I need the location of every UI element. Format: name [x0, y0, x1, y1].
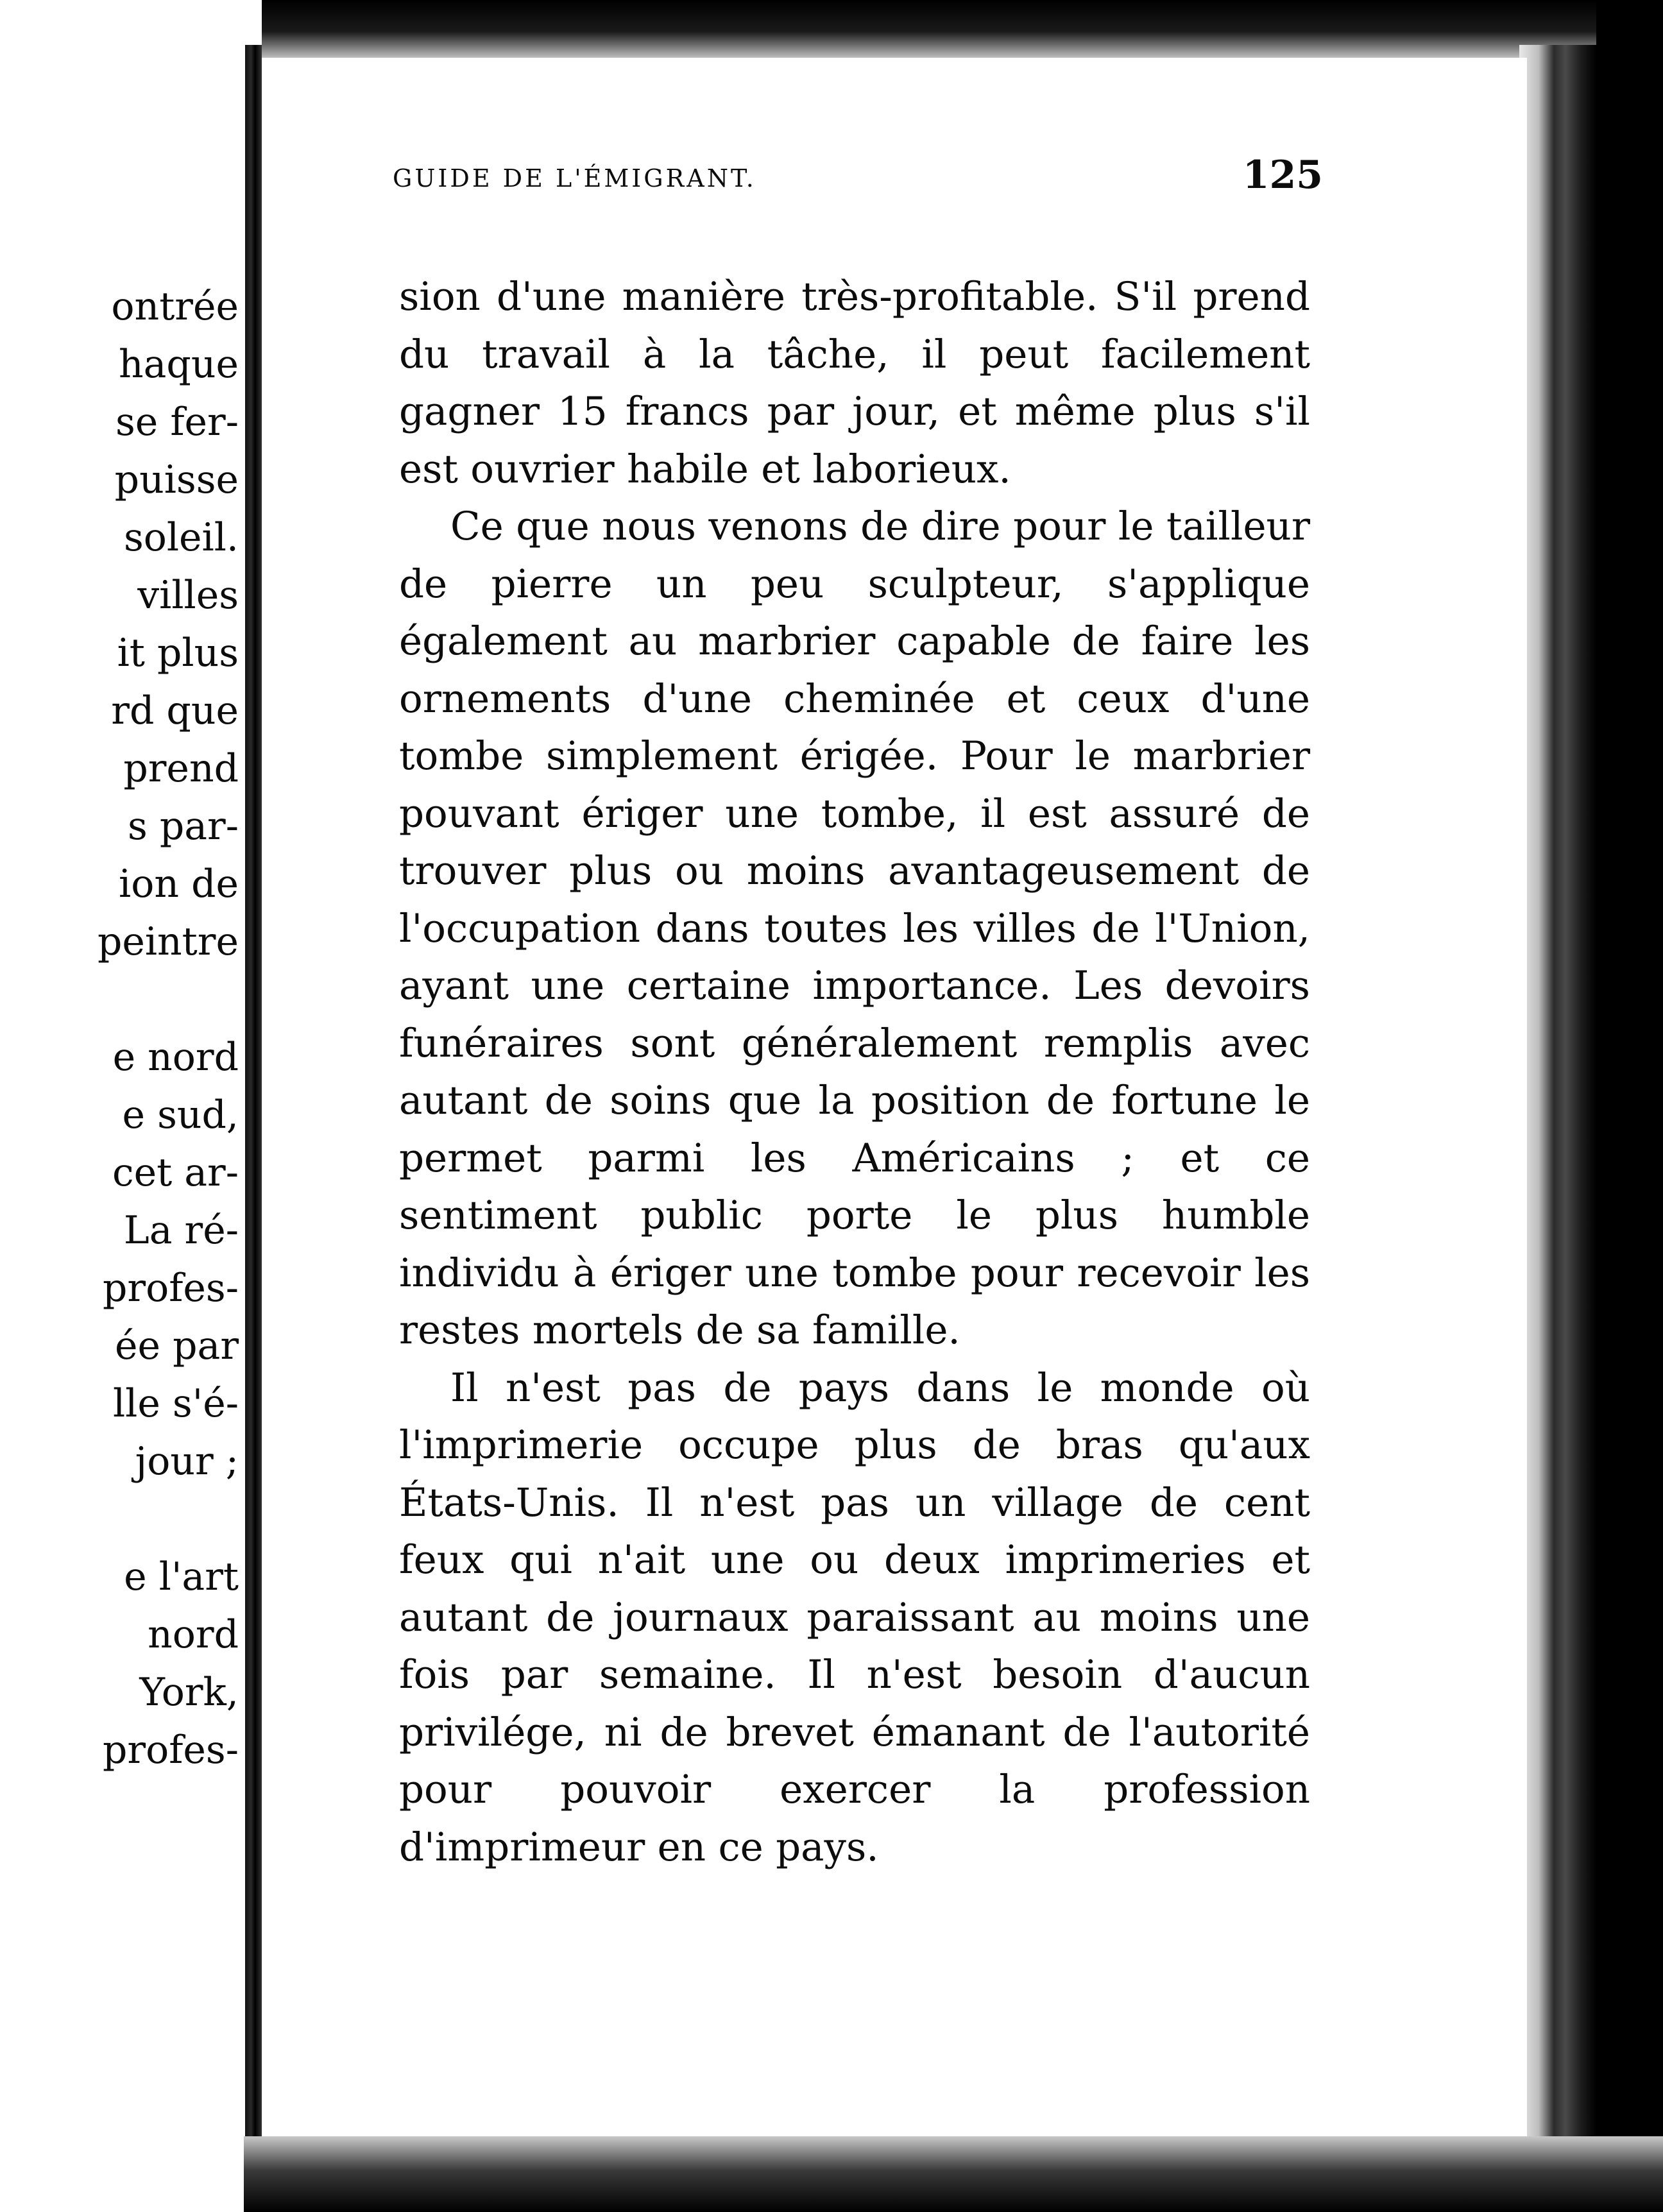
paragraph: Il n'est pas de pays dans le monde où l'imprimerie occupe plus de bras qu'aux États-Unis. Il n'est pas un village de cent feux qui n'ait une ou deux imprimeries et autant de journaux paraissant au moins une fois par semaine. Il n'est besoin d'aucun privilége, ni de brevet émanant de l'autorité pour pouvoir exercer la profession d'imprimeur en ce pays.	[399, 1365, 1310, 1870]
book-gutter	[245, 45, 262, 2143]
book-right-edge	[1519, 45, 1596, 2162]
facing-line: cet ar-	[112, 1150, 239, 1195]
facing-line: e sud,	[122, 1093, 239, 1137]
facing-line: e nord	[112, 1035, 239, 1080]
facing-line: peintre	[97, 919, 239, 964]
facing-line: puisse	[114, 457, 239, 502]
facing-line: profes-	[103, 1266, 239, 1311]
page-body	[399, 268, 1310, 1876]
facing-line: La ré-	[123, 1208, 239, 1253]
facing-line: prend	[123, 746, 239, 791]
facing-line: it plus	[117, 631, 239, 676]
facing-line: profes-	[103, 1728, 239, 1773]
facing-line: jour ;	[135, 1439, 239, 1484]
facing-line: ion de	[119, 862, 239, 906]
facing-page	[0, 0, 244, 2212]
facing-line: soleil.	[123, 515, 239, 560]
page-header	[393, 148, 1323, 205]
scan-right-border	[1596, 0, 1663, 2212]
scan-bottom-shadow	[244, 2136, 1663, 2212]
facing-line: e l'art	[124, 1554, 239, 1599]
facing-line: ontrée	[111, 284, 239, 329]
page-number: 125	[1242, 153, 1323, 198]
scan-top-shadow	[262, 0, 1660, 58]
facing-line: s par-	[128, 804, 239, 849]
facing-line: York,	[139, 1670, 239, 1715]
paragraph: Ce que nous venons de dire pour le tailleur de pierre un peu sculpteur, s'applique également au marbrier capable de faire les ornements d'une cheminée et ceux d'une tombe simplement érigée. Pour le marbrier pouvant ériger une tombe, il est assuré de trouver plus ou moins avantageusement de l'occupation dans toutes les villes de l'Union, ayant une certaine importance. Les devoirs funéraires sont généralement remplis avec autant de soins que la position de fortune le permet parmi les Américains ; et ce sentiment public porte le plus humble individu à ériger une tombe pour recevoir les restes mortels de sa famille.	[399, 504, 1310, 1353]
running-head: GUIDE DE L'ÉMIGRANT.	[393, 164, 756, 192]
facing-line: haque	[119, 342, 239, 387]
facing-line: ée par	[115, 1323, 239, 1368]
facing-line: se fer-	[115, 400, 239, 445]
facing-line: villes	[137, 573, 239, 618]
facing-line: lle s'é-	[112, 1381, 239, 1426]
paragraph: sion d'une manière très-profitable. S'il prend du travail à la tâche, il peut facilement gagner 15 francs par jour, et même plus s'il est ouvrier habile et laborieux.	[399, 274, 1310, 492]
facing-line: nord	[148, 1612, 239, 1657]
facing-line: rd que	[111, 688, 239, 733]
